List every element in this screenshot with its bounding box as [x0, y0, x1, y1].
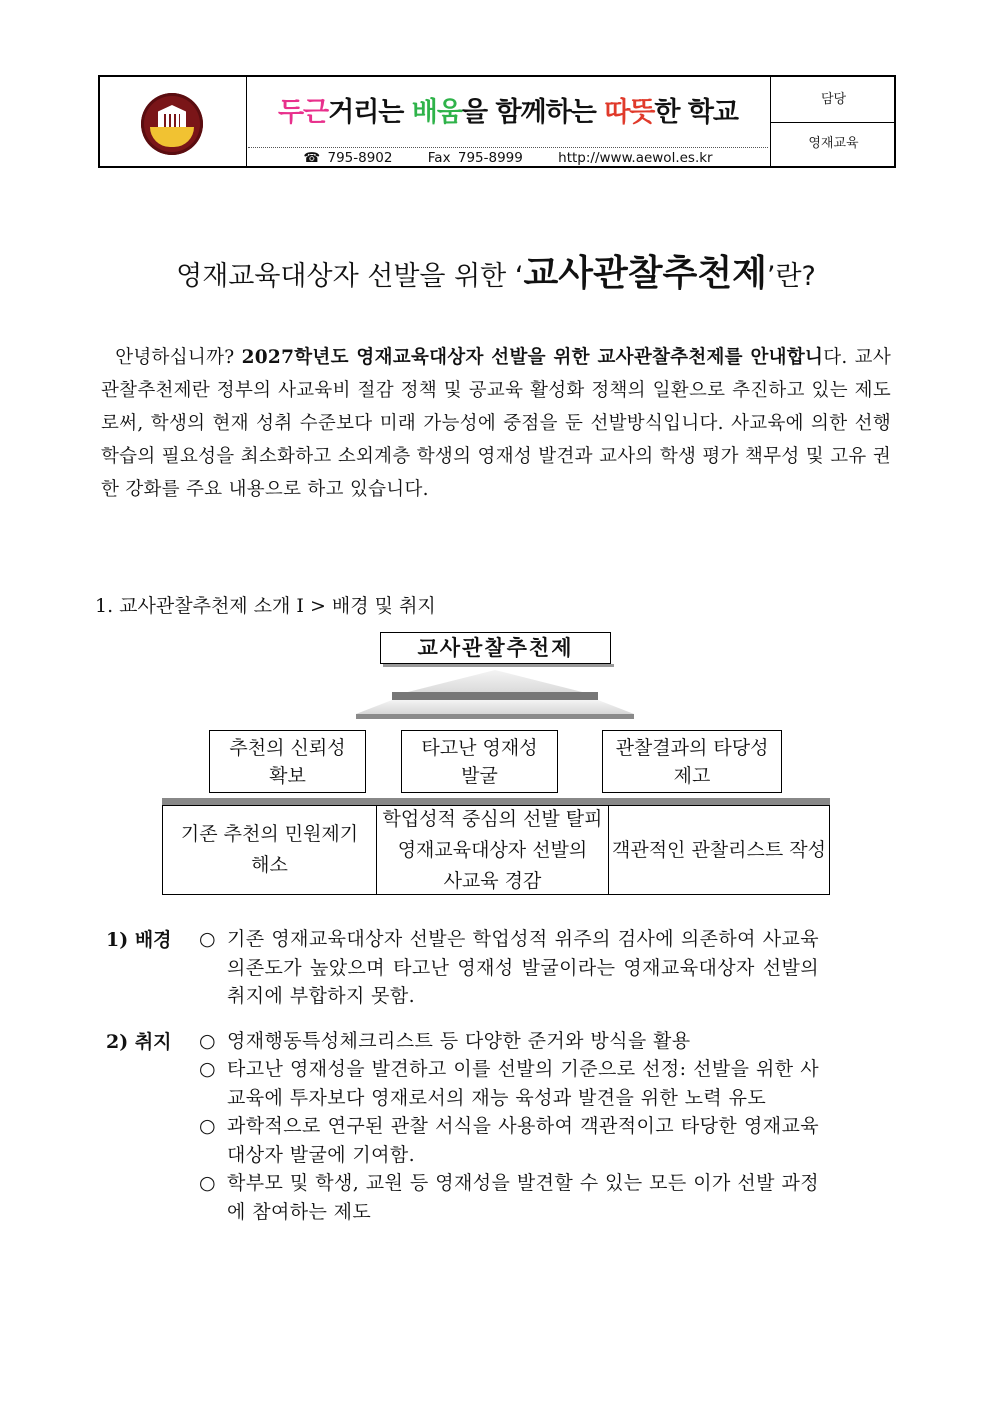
diagram-spread-arrow: [352, 668, 638, 724]
title-suffix: ’란?: [766, 261, 816, 292]
slogan-part: 따뜻: [604, 97, 655, 128]
purpose-item: [199, 1027, 819, 1056]
item-text: 기존 영재교육대상자 선발은 학업성적 위주의 검사에 의존하여 사교육 의존도가 높았으며 타고난 영재성 발굴이라는 영재교육대상자 선발의 취지에 부합하지 못함.: [227, 928, 819, 1007]
slogan-part: 두근: [277, 97, 329, 128]
item-text: 과학적으로 연구된 관찰 서식을 사용하여 객관적이고 타당한 영재교육대상자 발굴에 기여함.: [227, 1115, 819, 1166]
intro-paragraph: [101, 341, 891, 506]
cell-line: 객관적인 관찰리스트 작성: [612, 838, 826, 861]
diagram-cell: [376, 806, 608, 894]
item-text: 타고난 영재성을 발견하고 이를 선발의 기준으로 선정: 선발을 위한 사교육에 투자보다 영재로서의 재능 육성과 발견을 위한 노력 유도: [227, 1058, 819, 1109]
box-line: 관찰결과의 타당성: [615, 737, 769, 759]
intro-lead: 안녕하십니까?: [101, 347, 242, 368]
background-label: 1) 배경: [106, 929, 172, 951]
purpose-item: [199, 1055, 819, 1112]
box-line: 발굴: [461, 765, 498, 787]
cell-line: 영재교육대상자 선발의: [397, 838, 588, 861]
diagram-cell: [163, 806, 376, 894]
intro-rest: 다. 교사관찰추천제란 정부의 사교육비 절감 정책 및 공교육 활성화 정책의 일환으로 추진하고 있는 제도로써, 학생의 현재 성취 수준보다 미래 가능성에 중점을 둔 선발방식입니다. 사교육에 의한 선행학습의 필요성을 최소화하고 소외계층 학생의 영재성 발견과 교사의 학생 평가 책무성 및 고유 권한 강화를 주요 내용으로 하고 있습니다.: [101, 347, 892, 500]
website-url[interactable]: http://www.aewol.es.kr: [558, 150, 713, 166]
responsible-cell: [770, 77, 896, 166]
section-heading: 1. 교사관찰추천제 소개 I > 배경 및 취지: [95, 595, 436, 617]
responsible-value: 영재교육: [808, 136, 859, 151]
diagram-top-box: 교사관찰추천제: [380, 632, 611, 664]
slogan-part: 한 학교: [654, 97, 739, 128]
slogan-part: 거리는: [328, 97, 412, 128]
slogan-part: 을 함께하는: [461, 97, 605, 128]
purpose-label: 2) 취지: [106, 1031, 172, 1053]
diagram-box-giftedness: [401, 730, 558, 793]
diagram-cell: [608, 806, 829, 894]
title-main: 교사관찰추천제: [523, 253, 767, 294]
item-text: 학부모 및 학생, 교원 등 영재성을 발견할 수 있는 모든 이가 선발 과정에 참여하는 제도: [227, 1172, 819, 1223]
school-slogan: [248, 77, 768, 135]
bullet-circle-icon: ○: [199, 1172, 216, 1194]
responsible-label: 담당: [771, 77, 896, 123]
diagram-box-validity: [602, 730, 782, 793]
cell-line: 사교육 경감: [443, 869, 542, 892]
intro-bold: 2027학년도 영재교육대상자 선발을 위한 교사관찰추천제를 안내합니: [241, 347, 824, 368]
diagram-bottom-table: [162, 805, 830, 895]
box-line: 제고: [673, 765, 711, 787]
item-text: 영재행동특성체크리스트 등 다양한 준거와 방식을 활용: [227, 1030, 691, 1052]
box-line: 추천의 신뢰성: [229, 737, 346, 759]
logo-cell: [100, 77, 247, 166]
school-header: [98, 75, 896, 168]
diagram-box-reliability: [209, 730, 366, 793]
diagram-top-shadow: [383, 664, 614, 667]
box-line: 확보: [269, 765, 306, 787]
purpose-item: [199, 1112, 819, 1169]
contact-line: [248, 147, 768, 169]
bullet-circle-icon: ○: [199, 1030, 216, 1052]
purpose-item: [199, 1169, 819, 1226]
title-prefix: 영재교육대상자 선발을 위한 ‘: [176, 261, 524, 292]
crescent-icon: [150, 127, 194, 147]
phone-number: ☎ 795-8902: [303, 150, 393, 166]
school-logo: [141, 93, 203, 155]
bullet-circle-icon: ○: [199, 1058, 216, 1080]
bullet-circle-icon: ○: [199, 1115, 216, 1137]
cell-line: 학업성적 중심의 선발 탈피: [382, 807, 603, 830]
fax-number: Fax 795-8999: [427, 150, 523, 166]
box-line: 타고난 영재성: [421, 737, 538, 759]
background-item: [199, 925, 819, 1011]
slogan-part: 배움: [411, 97, 462, 128]
page-title: [0, 245, 992, 296]
bullet-circle-icon: ○: [199, 928, 216, 950]
cell-line: 기존 추천의 민원제기: [180, 823, 359, 845]
cell-line: 해소: [251, 854, 288, 876]
